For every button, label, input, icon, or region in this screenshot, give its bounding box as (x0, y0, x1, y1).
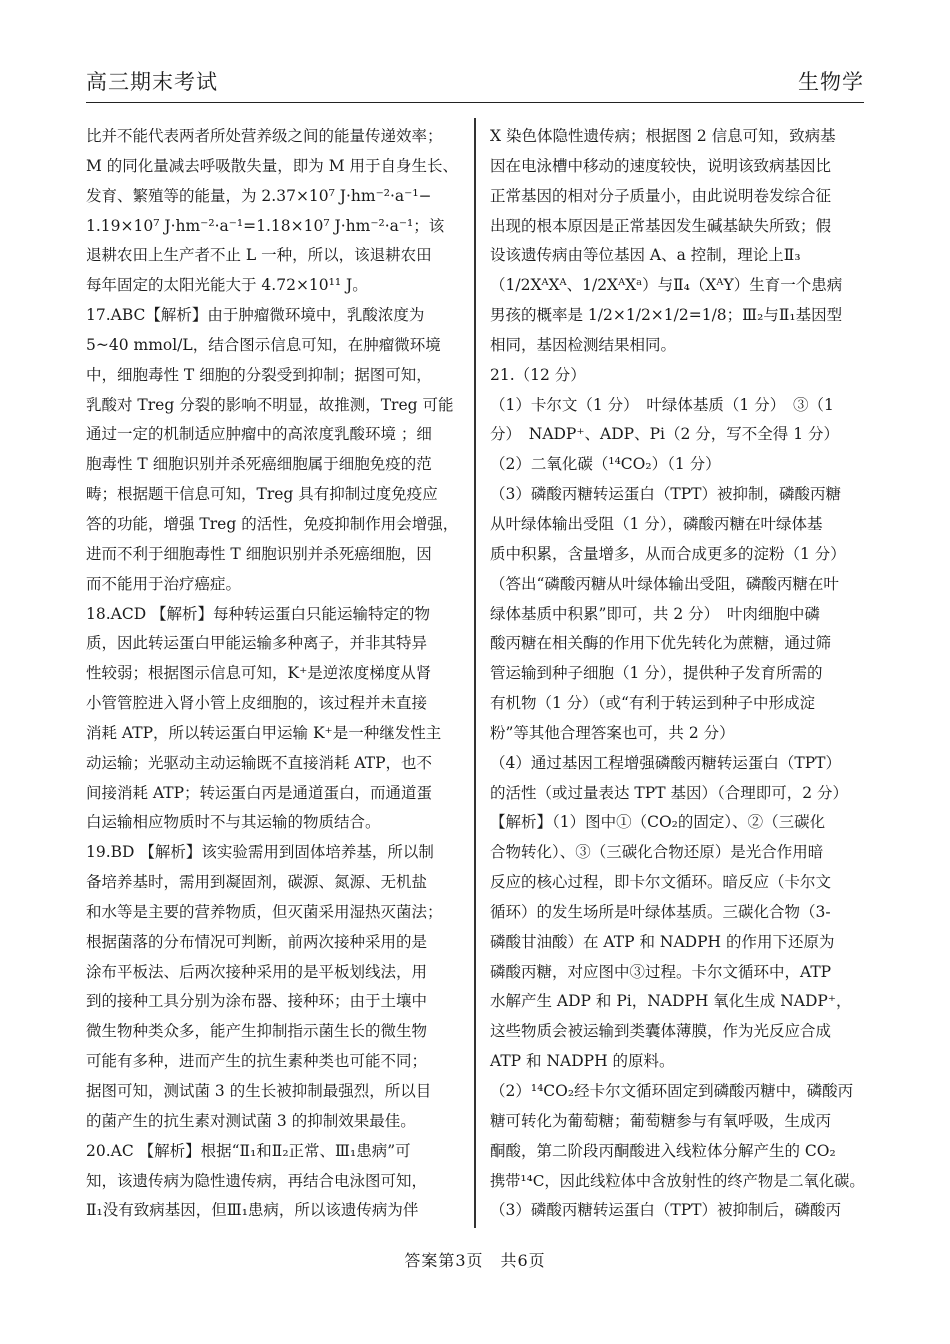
left-column-text-line: 发育、繁殖等的能量，为 2.37×10⁷ J·hm⁻²·a⁻¹− (86, 186, 432, 205)
right-column-text-line: （4）通过基因工程增强磷酸丙糖转运蛋白（TPT） (490, 753, 841, 772)
left-column-text-line: 间接消耗 ATP；转运蛋白丙是通道蛋白，而通道蛋 (86, 783, 433, 802)
left-column-text-line: 进而不利于细胞毒性 T 细胞识别并杀死癌细胞，因 (86, 544, 432, 563)
right-column-text-line: （答出“磷酸丙糖从叶绿体输出受阻，磷酸丙糖在叶 (490, 574, 839, 593)
right-column-text-line: 出现的根本原因是正常基因发生碱基缺失所致；假 (490, 216, 832, 235)
left-column-text-line: 消耗 ATP，所以转运蛋白甲运输 K⁺是一种继发性主 (86, 723, 442, 742)
right-column-text-line: 分） NADP⁺、ADP、Pi（2 分，写不全得 1 分） (490, 425, 839, 444)
left-column-text-line: 退耕农田上生产者不止 L 一种，所以，该退耕农田 (86, 246, 432, 265)
left-column-text-line: 备培养基时，需用到凝固剂，碳源、氮源、无机盐 (86, 873, 428, 892)
left-column-text-line: 畴；根据题干信息可知，Treg 具有抑制过度免疫应 (86, 485, 438, 504)
left-column-text-line: 白运输相应物质时不与其运输的物质结合。 (86, 813, 381, 832)
right-column-text-line: 这些物质会被运输到类囊体薄膜，作为光反应合成 (490, 1022, 832, 1041)
left-column-text-line: Ⅱ₁没有致病基因，但Ⅲ₁患病，所以该遗传病为伴 (86, 1201, 419, 1220)
exam-title: 高三期末考试 (86, 70, 218, 94)
left-column-text-line: 19.BD 【解析】该实验需用到固体培养基，所以制 (86, 843, 434, 862)
right-column-text-line: 酮酸，第二阶段丙酮酸进入线粒体分解产生的 CO₂ (490, 1141, 836, 1160)
left-column (86, 122, 461, 1226)
left-column-text-line: 和水等是主要的营养物质，但灭菌采用湿热灭菌法； (86, 902, 443, 921)
left-column-text-line: 微生物种类众多，能产生抑制指示菌生长的微生物 (86, 1022, 428, 1041)
left-column-text-line: 的菌产生的抗生素对测试菌 3 的抑制效果最佳。 (86, 1111, 416, 1130)
left-column-text-line: 比并不能代表两者所处营养级之间的能量传递效率； (86, 127, 443, 145)
left-column-text-line: 答的功能，增强 Treg 的活性，免疫抑制作用会增强， (86, 514, 459, 533)
left-column-text-line: 知，该遗传病为隐性遗传病，再结合电泳图可知， (86, 1171, 428, 1190)
right-column-text-line: 循环）的发生场所是叶绿体基质。三碳化合物（3- (490, 902, 831, 921)
left-column-text-line: 乳酸对 Treg 分裂的影响不明显，故推测，Treg 可能 (86, 395, 454, 414)
right-column-text-line: 设该遗传病由等位基因 A、a 控制，理论上Ⅱ₃ (490, 246, 801, 265)
right-column-text-line: 酸丙糖在相关酶的作用下优先转化为蔗糖，通过筛 (490, 634, 832, 653)
left-column-text-line: 1.19×10⁷ J·hm⁻²·a⁻¹=1.18×10⁷ J·hm⁻²·a⁻¹；该 (86, 216, 445, 235)
right-column-text-line: ATP 和 NADPH 的原料。 (490, 1052, 675, 1071)
left-column-text-line: 质，因此转运蛋白甲能运输多种离子，并非其特异 (86, 634, 428, 653)
right-column-text-line: （3）磷酸丙糖转运蛋白（TPT）被抑制后，磷酸丙 (490, 1201, 841, 1220)
right-column-text-line: 的活性（或过量表达 TPT 基因）（合理即可，2 分） (490, 783, 849, 802)
right-column-text-line: 从叶绿体输出受阻（1 分），磷酸丙糖在叶绿体基 (490, 514, 823, 533)
right-column-text-line: 磷酸甘油酸）在 ATP 和 NADPH 的作用下还原为 (490, 932, 835, 951)
left-column-text-line: 每年固定的太阳光能大于 4.72×10¹¹ J。 (86, 276, 368, 295)
left-column-text-line: 据图可知，测试菌 3 的生长被抑制最强烈，所以目 (86, 1082, 432, 1100)
right-column-text-line: 磷酸丙糖，对应图中③过程。卡尔文循环中，ATP (490, 962, 832, 981)
column-divider (474, 118, 476, 1228)
right-column-text-line: 【解析】（1）图中①（CO₂的固定）、②（三碳化 (490, 813, 826, 832)
right-column (490, 122, 865, 1226)
right-column-text-line: （1/2XᴬXᴬ、1/2XᴬXᵃ）与Ⅱ₄（XᴬY）生育一个患病 (490, 276, 843, 295)
right-column-text-line: 男孩的概率是 1/2×1/2×1/2=1/8；Ⅲ₂与Ⅱ₁基因型 (490, 306, 843, 325)
subject-title: 生物学 (798, 70, 864, 94)
right-column-text-line: 正常基因的相对分子质量小，由此说明卷发综合征 (490, 186, 832, 205)
right-column-text-line: X 染色体隐性遗传病；根据图 2 信息可知，致病基 (490, 127, 836, 145)
right-column-text-line: 粉”等其他合理答案也可，共 2 分） (490, 723, 735, 742)
left-column-text-line: 涂布平板法、后两次接种采用的是平板划线法，用 (86, 962, 428, 981)
right-column-text-line: 相同，基因检测结果相同。 (490, 335, 677, 354)
left-column-text-line: 小管管腔进入肾小管上皮细胞的，该过程并未直接 (86, 694, 428, 713)
right-column-text-line: （2）¹⁴CO₂经卡尔文循环固定到磷酸丙糖中，磷酸丙 (490, 1082, 854, 1100)
right-column-text-line: 反应的核心过程，即卡尔文循环。暗反应（卡尔文 (490, 873, 832, 892)
left-column-text-line: M 的同化量减去呼吸散失量，即为 M 用于自身生长、 (86, 156, 459, 175)
left-column-text-line: 17.ABC【解析】由于肿瘤微环境中，乳酸浓度为 (86, 306, 425, 325)
right-column-text-line: 糖可转化为葡萄糖；葡萄糖参与有氧呼吸，生成丙 (490, 1111, 832, 1130)
left-column-text-line: 胞毒性 T 细胞识别并杀死癌细胞属于细胞免疫的范 (86, 455, 432, 474)
right-column-text-line: 有机物（1 分）（或“有利于转运到种子中形成淀 (490, 694, 815, 713)
right-column-text-line: 水解产生 ADP 和 Pi，NADPH 氧化生成 NADP⁺， (490, 992, 852, 1011)
left-column-text-line: 到的接种工具分别为涂布器、接种环；由于土壤中 (86, 992, 428, 1011)
left-column-text-line: 可能有多种，进而产生的抗生素种类也可能不同； (86, 1052, 428, 1071)
right-column-text-line: （2）二氧化碳（¹⁴CO₂）（1 分） (490, 455, 721, 474)
right-column-text-line: 管运输到种子细胞（1 分），提供种子发育所需的 (490, 664, 823, 683)
right-column-text-line: 21.（12 分） (490, 365, 586, 384)
left-column-text-line: 5~40 mmol/L，结合图示信息可知，在肿瘤微环境 (86, 335, 441, 354)
left-column-text-line: 性较弱；根据图示信息可知，K⁺是逆浓度梯度从肾 (86, 664, 432, 683)
right-column-text-line: 携带¹⁴C，因此线粒体中含放射性的终产物是二氧化碳。 (490, 1171, 865, 1190)
right-column-text-line: 合物转化）、③（三碳化合物还原）是光合作用暗 (490, 843, 824, 862)
page-header (86, 68, 864, 103)
right-column-text-line: （1）卡尔文（1 分） 叶绿体基质（1 分） ③（1 (490, 395, 834, 414)
left-column-text-line: 中，细胞毒性 T 细胞的分裂受到抑制；据图可知， (86, 365, 432, 384)
left-column-text-line: 通过一定的机制适应肿瘤中的高浓度乳酸环境 ；细 (86, 425, 432, 444)
left-column-text-line: 根据菌落的分布情况可判断，前两次接种采用的是 (86, 932, 428, 951)
right-column-text-line: 绿体基质中积累”即可，共 2 分） 叶肉细胞中磷 (490, 604, 820, 623)
left-column-text-line: 18.ACD 【解析】每种转运蛋白只能运输特定的物 (86, 604, 431, 623)
right-column-text-line: 因在电泳槽中移动的速度较快，说明该致病基因比 (490, 156, 832, 175)
left-column-text-line: 而不能用于治疗癌症。 (86, 574, 242, 593)
left-column-text-line: 动运输；光驱动主动运输既不直接消耗 ATP，也不 (86, 753, 433, 772)
right-column-text-line: 质中积累，含量增多，从而合成更多的淀粉（1 分） (490, 544, 846, 563)
page-footer: 答案第3页 共6页 (404, 1251, 546, 1270)
left-column-text-line: 20.AC 【解析】根据“Ⅱ₁和Ⅱ₂正常、Ⅲ₁患病”可 (86, 1141, 411, 1160)
right-column-text-line: （3）磷酸丙糖转运蛋白（TPT）被抑制，磷酸丙糖 (490, 485, 841, 504)
